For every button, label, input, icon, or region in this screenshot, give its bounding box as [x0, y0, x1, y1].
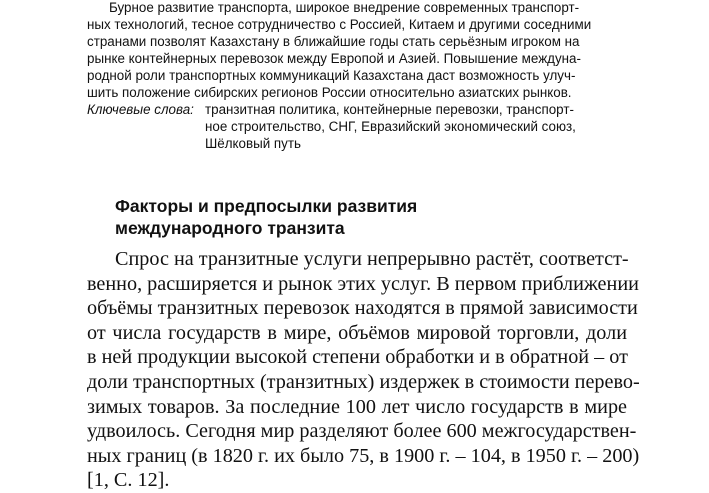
- body-line: от числа государств в мире, объёмов мировой торговли, доли: [87, 321, 627, 344]
- abstract-line: Бурное развитие транспорта, широкое внедрение современных транспорт-: [109, 0, 580, 15]
- section-heading-line: Факторы и предпосылки развития: [115, 196, 418, 216]
- body-line: Спрос на транзитные услуги непрерывно растёт, соответст-: [115, 248, 629, 270]
- keywords-line: транзитная политика, контейнерные перевозки, транспорт-: [205, 102, 574, 117]
- body-line: венно, расширяется и рынок этих услуг. В первом приближении: [87, 272, 639, 295]
- body-line: доли транспортных (транзитных) издержек в стоимости перево-: [87, 370, 640, 393]
- abstract-line: родной роли транспортных коммуникаций Казахстана даст возможность улуч-: [87, 68, 576, 83]
- body-line: ных границ (в 1820 г. их было 75, в 1900 г. – 104, в 1950 г. – 200): [87, 444, 640, 467]
- keywords-line: ное строительство, СНГ, Евразийский экономический союз,: [205, 119, 576, 134]
- body-line: удвоилось. Сегодня мир разделяют более 600 межгосударствен-: [87, 420, 637, 443]
- body-line: в ней продукции высокой степени обработки и в обратной – от: [87, 346, 628, 369]
- abstract-line: шить положение сибирских регионов России относительно азиатских рынков.: [87, 85, 572, 100]
- body-line: зимых товаров. За последние 100 лет число государств в мире: [87, 395, 627, 418]
- section-heading-line: международного транзита: [115, 218, 345, 238]
- section-heading: [115, 195, 635, 239]
- keywords-text: [205, 101, 645, 152]
- abstract-line: странами позволят Казахстану в ближайшие годы стать серьёзным игроком на: [87, 34, 580, 49]
- keywords-label: Ключевые слова:: [87, 102, 194, 117]
- body-paragraph: [87, 247, 640, 493]
- abstract-line: ных технологий, тесное сотрудничество с Россией, Китаем и другими соседними: [87, 17, 592, 32]
- body-line: [1, С. 12].: [87, 469, 170, 492]
- abstract-paragraph: [87, 0, 627, 101]
- body-line: объёмы транзитных перевозок находятся в прямой зависимости: [87, 297, 638, 320]
- abstract-line: рынке контейнерных перевозок между Европой и Азией. Повышение междуна-: [87, 51, 581, 66]
- keywords-line: Шёлковый путь: [205, 136, 301, 151]
